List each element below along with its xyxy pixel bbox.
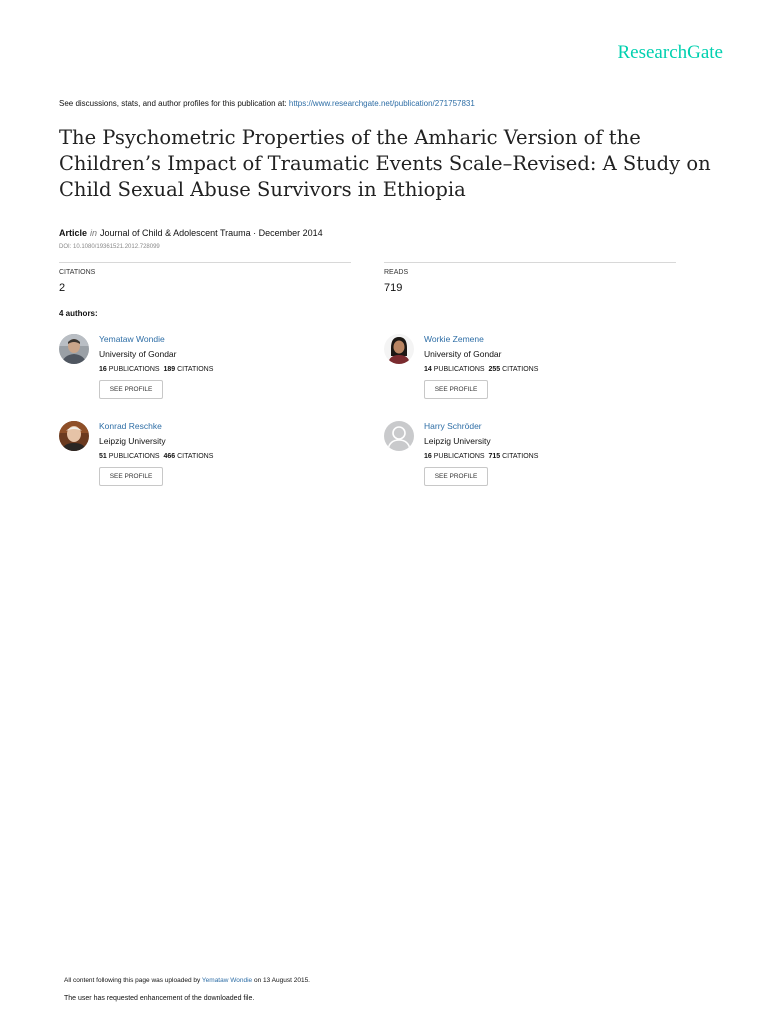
- publications-label: PUBLICATIONS: [433, 366, 485, 373]
- person-photo-icon[interactable]: [59, 421, 89, 451]
- publication-url-link[interactable]: https://www.researchgate.net/publication/271757831: [288, 99, 475, 108]
- author-card: [384, 334, 674, 414]
- author-institution: University of Gondar: [99, 349, 177, 359]
- citations-count: 715: [488, 453, 501, 460]
- citations-divider: [59, 262, 351, 263]
- upload-note: [64, 977, 310, 984]
- authors-heading: 4 authors:: [59, 309, 98, 318]
- author-name-link[interactable]: Yemataw Wondie: [99, 334, 165, 344]
- upload-note-suffix: on 13 August 2015.: [252, 977, 310, 984]
- enhancement-note: The user has requested enhancement of the downloaded file.: [64, 995, 255, 1002]
- author-name-link[interactable]: Workie Zemene: [424, 334, 484, 344]
- see-profile-button[interactable]: SEE PROFILE: [99, 467, 163, 486]
- citations-count: 255: [488, 366, 501, 373]
- publications-count: 16: [424, 453, 432, 460]
- upload-note-prefix: All content following this page was uploaded by: [64, 977, 202, 984]
- citations-label: CITATIONS: [502, 453, 539, 460]
- reads-label: READS: [384, 269, 409, 276]
- doi: DOI: 10.1080/19361521.2012.728099: [59, 244, 160, 250]
- citations-label: CITATIONS: [502, 366, 539, 373]
- author-name-link[interactable]: Harry Schröder: [424, 421, 482, 431]
- citations-count: 189: [163, 366, 176, 373]
- person-photo-icon[interactable]: [59, 334, 89, 364]
- citations-count: 466: [163, 453, 176, 460]
- citations-label: CITATIONS: [177, 366, 214, 373]
- default-avatar-icon[interactable]: [384, 421, 414, 451]
- author-stats: [424, 453, 538, 460]
- publication-link-note: [59, 99, 475, 108]
- in-label: in: [90, 228, 98, 238]
- publication-title: The Psychometric Properties of the Amharic Version of the Children’s Impact of Traumatic Events Scale–Revised: A Study on Child Sexual Abuse Survivors in Ethiopia: [59, 126, 711, 201]
- author-stats: [99, 453, 213, 460]
- author-institution: Leipzig University: [424, 436, 491, 446]
- publications-count: 51: [99, 453, 107, 460]
- publication-type: Article: [59, 228, 88, 238]
- researchgate-logo[interactable]: ResearchGate: [617, 42, 723, 63]
- publications-label: PUBLICATIONS: [433, 453, 485, 460]
- citations-count: 2: [59, 282, 66, 294]
- author-name-link[interactable]: Konrad Reschke: [99, 421, 162, 431]
- publication-link-prefix: See discussions, stats, and author profiles for this publication at:: [59, 99, 289, 108]
- see-profile-button[interactable]: SEE PROFILE: [99, 380, 163, 399]
- publications-count: 14: [424, 366, 432, 373]
- publications-count: 16: [99, 366, 107, 373]
- see-profile-button[interactable]: SEE PROFILE: [424, 380, 488, 399]
- author-card: [384, 421, 674, 501]
- author-card: [59, 421, 349, 501]
- publications-label: PUBLICATIONS: [108, 453, 160, 460]
- citations-label: CITATIONS: [59, 269, 96, 276]
- author-institution: Leipzig University: [99, 436, 166, 446]
- see-profile-button[interactable]: SEE PROFILE: [424, 467, 488, 486]
- reads-divider: [384, 262, 676, 263]
- author-institution: University of Gondar: [424, 349, 502, 359]
- citations-label: CITATIONS: [177, 453, 214, 460]
- publication-meta: [59, 228, 323, 238]
- uploader-link[interactable]: Yemataw Wondie: [201, 977, 253, 984]
- author-stats: [424, 366, 538, 373]
- author-card: [59, 334, 349, 414]
- author-stats: [99, 366, 213, 373]
- journal-venue: Journal of Child & Adolescent Trauma · December 2014: [100, 228, 323, 238]
- publications-label: PUBLICATIONS: [108, 366, 160, 373]
- reads-count: 719: [384, 282, 403, 294]
- person-photo-icon[interactable]: [384, 334, 414, 364]
